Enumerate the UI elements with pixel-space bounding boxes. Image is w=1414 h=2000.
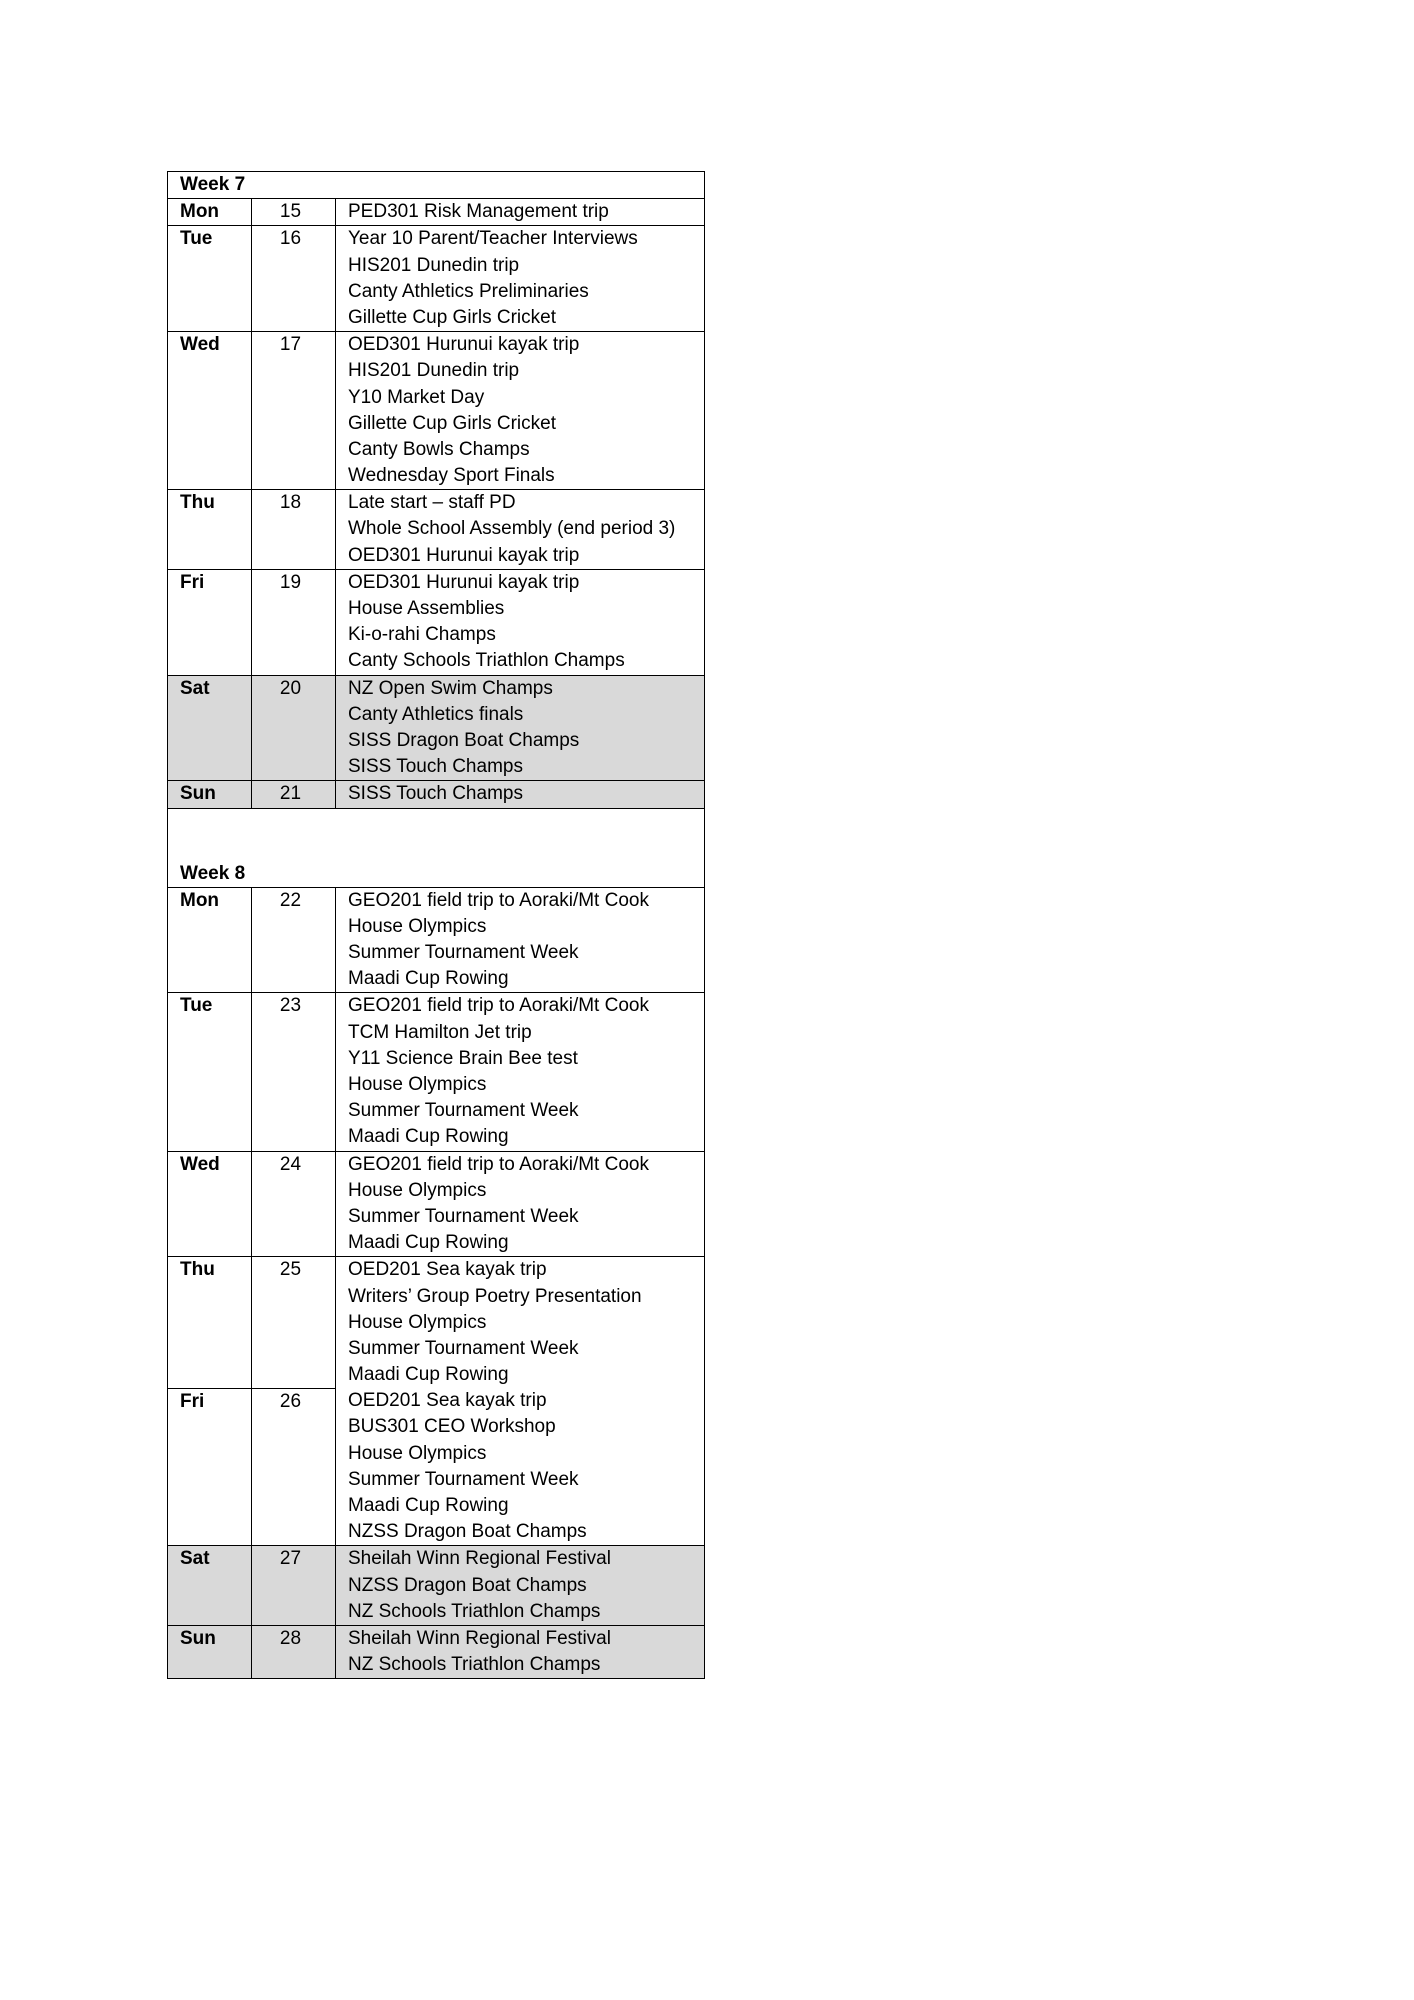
day-name: Tue: [180, 228, 213, 250]
day-date: 20: [279, 677, 302, 699]
event-item: Summer Tournament Week: [348, 1205, 579, 1227]
event-item: SISS Dragon Boat Champs: [348, 729, 580, 751]
day-date: 23: [279, 995, 302, 1017]
event-item: PED301 Risk Management trip: [348, 201, 609, 223]
day-name: Sat: [180, 677, 210, 699]
event-item: Summer Tournament Week: [348, 1100, 579, 1122]
event-item: OED301 Hurunui kayak trip: [348, 544, 580, 566]
event-item: Summer Tournament Week: [348, 1337, 579, 1359]
day-row: [168, 226, 705, 332]
event-list: [336, 1257, 705, 1388]
event-list: [336, 332, 705, 490]
event-list: [336, 199, 705, 226]
day-row: [168, 332, 705, 490]
event-item: Maadi Cup Rowing: [348, 1495, 509, 1516]
day-date: 25: [279, 1259, 302, 1281]
day-date: 27: [279, 1548, 302, 1570]
day-row: [168, 199, 705, 226]
day-name: Fri: [180, 571, 205, 593]
day-row: [168, 1625, 705, 1678]
day-name: Mon: [180, 201, 220, 223]
day-date: 15: [279, 201, 302, 223]
event-list: [336, 993, 705, 1151]
day-name: Wed: [180, 334, 220, 356]
day-name: Sun: [180, 1627, 216, 1649]
event-item: Writers’ Group Poetry Presentation: [348, 1285, 642, 1307]
day-row: [168, 490, 705, 570]
week-header-row: [168, 861, 705, 888]
event-item: NZ Schools Triathlon Champs: [348, 1654, 601, 1676]
day-row: [168, 569, 705, 675]
day-row: [168, 887, 705, 993]
day-row: [168, 1388, 705, 1546]
day-name: Mon: [180, 889, 220, 911]
event-item: Year 10 Parent/Teacher Interviews: [348, 228, 638, 250]
event-item: Canty Athletics Preliminaries: [348, 280, 589, 302]
event-item: Maadi Cup Rowing: [348, 1126, 509, 1148]
day-row: [168, 675, 705, 781]
event-item: NZ Schools Triathlon Champs: [348, 1600, 601, 1622]
day-name: Sun: [180, 783, 216, 805]
event-item: NZSS Dragon Boat Champs: [348, 1521, 587, 1543]
event-item: Y11 Science Brain Bee test: [348, 1047, 578, 1069]
week-label: Week 7: [180, 174, 246, 195]
event-item: Maadi Cup Rowing: [348, 1364, 509, 1386]
day-row: [168, 781, 705, 808]
event-item: Canty Bowls Champs: [348, 438, 530, 460]
event-item: GEO201 field trip to Aoraki/Mt Cook: [348, 995, 649, 1017]
event-item: SISS Touch Champs: [348, 783, 523, 805]
event-item: OED301 Hurunui kayak trip: [348, 334, 580, 356]
day-name: Wed: [180, 1153, 220, 1175]
week-spacer: [168, 808, 705, 861]
event-item: OED201 Sea kayak trip: [348, 1259, 547, 1281]
event-list: [336, 887, 705, 993]
event-item: Maadi Cup Rowing: [348, 1232, 509, 1254]
event-list: [336, 675, 705, 781]
event-item: House Olympics: [348, 1074, 487, 1095]
day-date: 18: [279, 492, 302, 514]
event-item: Sheilah Winn Regional Festival: [348, 1627, 611, 1649]
day-date: 19: [279, 571, 302, 593]
event-item: House Assemblies: [348, 598, 505, 619]
event-list: [336, 490, 705, 570]
event-item: Summer Tournament Week: [348, 1468, 579, 1490]
day-row: [168, 1151, 705, 1257]
event-item: SISS Touch Champs: [348, 756, 523, 778]
day-row: [168, 993, 705, 1151]
event-item: Late start – staff PD: [348, 492, 516, 514]
day-name: Tue: [180, 995, 213, 1017]
day-name: Sat: [180, 1548, 210, 1570]
day-name: Thu: [180, 492, 215, 514]
event-list: [336, 1388, 705, 1546]
event-item: Canty Schools Triathlon Champs: [348, 650, 625, 672]
event-item: Summer Tournament Week: [348, 942, 579, 964]
event-item: TCM Hamilton Jet trip: [348, 1021, 532, 1043]
day-row: [168, 1546, 705, 1626]
event-list: [336, 781, 705, 808]
week-label: Week 8: [180, 862, 246, 884]
day-date: 16: [279, 228, 302, 250]
day-date: 17: [279, 334, 302, 356]
event-item: House Olympics: [348, 1179, 487, 1201]
event-item: Canty Athletics finals: [348, 703, 524, 725]
event-item: Sheilah Winn Regional Festival: [348, 1548, 611, 1570]
schedule-table: [167, 171, 705, 1679]
event-item: Gillette Cup Girls Cricket: [348, 306, 556, 328]
event-item: GEO201 field trip to Aoraki/Mt Cook: [348, 1153, 649, 1175]
day-name: Fri: [180, 1390, 205, 1412]
event-list: [336, 1546, 705, 1626]
event-item: BUS301 CEO Workshop: [348, 1416, 556, 1438]
event-item: OED201 Sea kayak trip: [348, 1390, 547, 1412]
event-list: [336, 569, 705, 675]
day-name: Thu: [180, 1259, 215, 1281]
event-item: House Olympics: [348, 1442, 487, 1464]
event-item: Y10 Market Day: [348, 386, 485, 408]
event-list: [336, 226, 705, 332]
event-list: [336, 1625, 705, 1678]
day-date: 24: [279, 1153, 302, 1175]
event-item: Ki-o-rahi Champs: [348, 624, 496, 646]
event-item: House Olympics: [348, 915, 487, 937]
event-item: NZSS Dragon Boat Champs: [348, 1574, 587, 1596]
event-list: [336, 1151, 705, 1257]
event-item: House Olympics: [348, 1311, 487, 1333]
day-date: 21: [279, 783, 302, 805]
day-date: 26: [279, 1390, 302, 1412]
event-item: Whole School Assembly (end period 3): [348, 518, 676, 540]
event-item: Wednesday Sport Finals: [348, 465, 555, 487]
event-item: OED301 Hurunui kayak trip: [348, 571, 580, 593]
day-row: [168, 1257, 705, 1388]
event-item: HIS201 Dunedin trip: [348, 360, 520, 382]
event-item: NZ Open Swim Champs: [348, 677, 553, 699]
event-item: GEO201 field trip to Aoraki/Mt Cook: [348, 889, 649, 911]
event-item: HIS201 Dunedin trip: [348, 254, 520, 276]
day-date: 22: [279, 889, 302, 911]
day-date: 28: [279, 1627, 302, 1649]
week-header-row: [168, 172, 705, 199]
event-item: Gillette Cup Girls Cricket: [348, 412, 556, 434]
event-item: Maadi Cup Rowing: [348, 968, 509, 990]
